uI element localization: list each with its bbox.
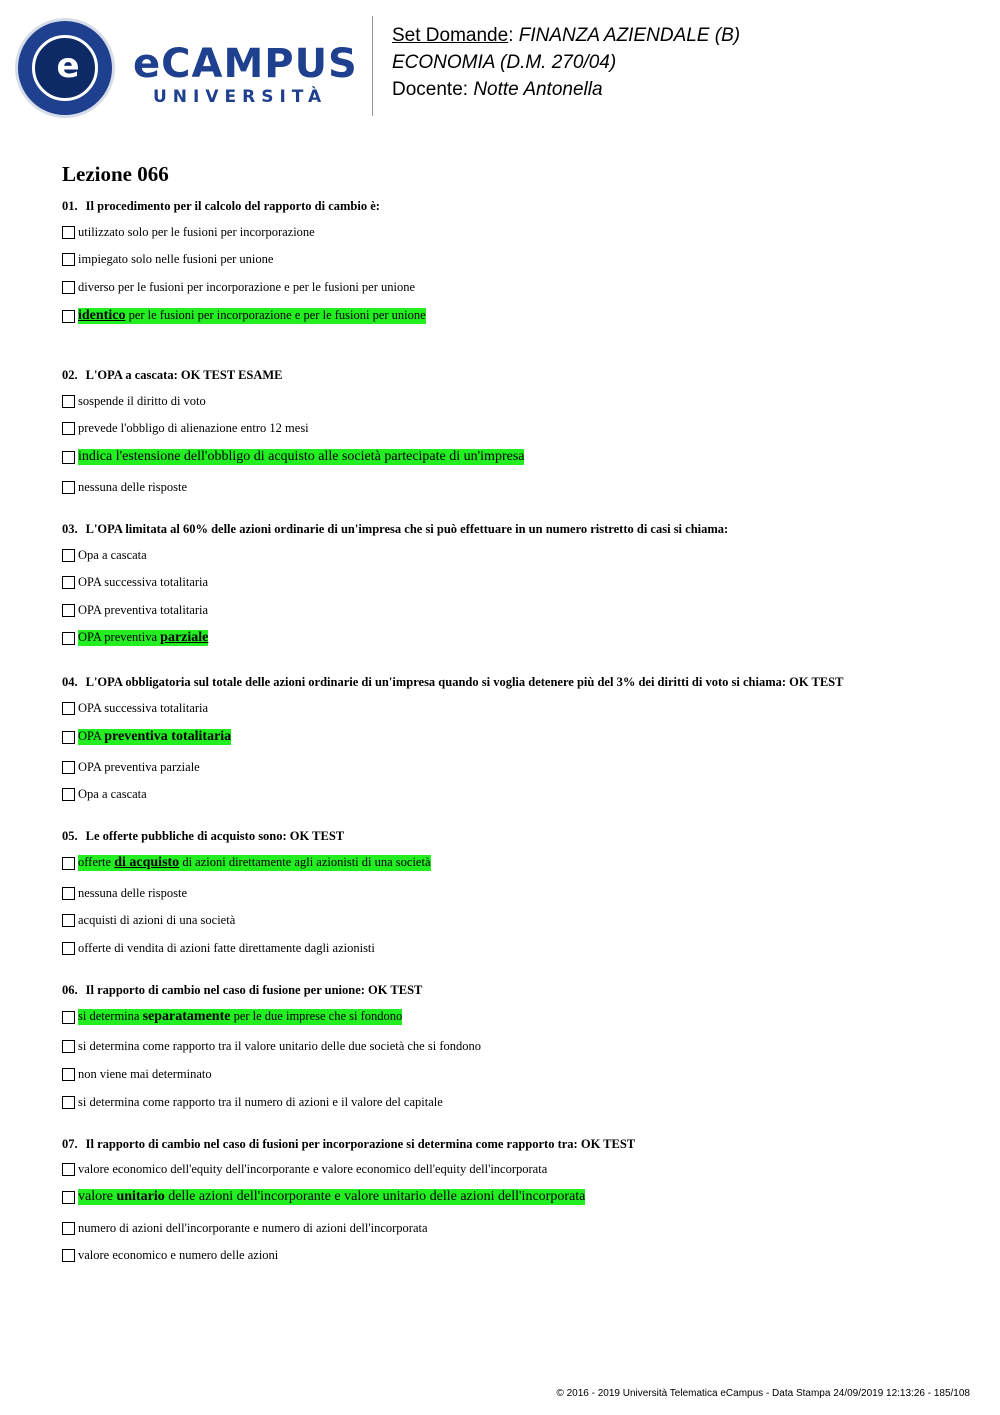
q4-option-4[interactable]: Opa a cascata: [62, 787, 147, 802]
document-header: [0, 0, 1000, 130]
q7-option-1[interactable]: valore economico dell'equity dell'incorporante e valore economico dell'equity dell'incorporata: [62, 1162, 547, 1177]
q6-option-3[interactable]: non viene mai determinato: [62, 1067, 212, 1082]
question-6: 06. Il rapporto di cambio nel caso di fusione per unione: OK TEST: [62, 983, 423, 997]
checkbox[interactable]: [62, 481, 75, 494]
q5-option-4[interactable]: offerte di vendita di azioni fatte direttamente dagli azionisti: [62, 941, 375, 956]
q2-option-3-correct[interactable]: indica l'estensione dell'obbligo di acquisto alle società partecipate di un'impresa: [62, 449, 524, 465]
checkbox[interactable]: [62, 604, 75, 617]
q6-option-2[interactable]: si determina come rapporto tra il valore unitario delle due società che si fondono: [62, 1039, 481, 1054]
q1-option-4-correct[interactable]: identico per le fusioni per incorporazione e per le fusioni per unione: [62, 308, 426, 324]
checkbox[interactable]: [62, 1068, 75, 1081]
checkbox[interactable]: [62, 576, 75, 589]
teacher-label: Docente:: [392, 79, 469, 100]
checkbox[interactable]: [62, 395, 75, 408]
set-value: FINANZA AZIENDALE (B): [518, 25, 741, 46]
checkbox[interactable]: [62, 310, 75, 323]
ecampus-logo-text: [133, 42, 358, 108]
course: ECONOMIA (D.M. 270/04): [392, 52, 617, 73]
q2-option-1[interactable]: sospende il diritto di voto: [62, 394, 206, 409]
q5-option-2[interactable]: nessuna delle risposte: [62, 886, 187, 901]
checkbox[interactable]: [62, 422, 75, 435]
checkbox[interactable]: [62, 887, 75, 900]
checkbox[interactable]: [62, 226, 75, 239]
checkbox[interactable]: [62, 1040, 75, 1053]
question-7: 07. Il rapporto di cambio nel caso di fusioni per incorporazione si determina come rapporto tra: OK TEST: [62, 1137, 636, 1151]
teacher-name: Notte Antonella: [473, 79, 603, 100]
checkbox[interactable]: [62, 1249, 75, 1262]
question-3: 03. L'OPA limitata al 60% delle azioni ordinarie di un'impresa che si può effettuare in un numero ristretto di casi si chiama:: [62, 522, 729, 536]
checkbox[interactable]: [62, 632, 75, 645]
q2-option-2[interactable]: prevede l'obbligo di alienazione entro 12 mesi: [62, 421, 309, 436]
checkbox[interactable]: [62, 731, 75, 744]
checkbox[interactable]: [62, 1222, 75, 1235]
q1-option-2[interactable]: impiegato solo nelle fusioni per unione: [62, 252, 273, 267]
logo-brand: eCAMPUS: [133, 41, 358, 87]
header-info: Set Domande: FINANZA AZIENDALE (B) ECONOMIA (D.M. 270/04) Docente: Notte Antonella: [392, 25, 741, 100]
q3-option-4-correct[interactable]: OPA preventiva parziale: [62, 630, 208, 646]
checkbox[interactable]: [62, 942, 75, 955]
question-2: 02. L'OPA a cascata: OK TEST ESAME: [62, 368, 283, 382]
checkbox[interactable]: [62, 914, 75, 927]
lesson-title: Lezione 066: [62, 162, 169, 186]
header-divider: [372, 16, 373, 116]
q5-option-3[interactable]: acquisti di azioni di una società: [62, 913, 235, 928]
page-footer: © 2016 - 2019 Università Telematica eCampus - Data Stampa 24/09/2019 12:13:26 - 185/108: [556, 1388, 970, 1399]
checkbox[interactable]: [62, 253, 75, 266]
q3-option-2[interactable]: OPA successiva totalitaria: [62, 575, 208, 590]
q7-option-2-correct[interactable]: valore unitario delle azioni dell'incorporante e valore unitario delle azioni dell'incorporata: [62, 1189, 585, 1205]
checkbox[interactable]: [62, 1163, 75, 1176]
checkbox[interactable]: [62, 451, 75, 464]
q6-option-4[interactable]: si determina come rapporto tra il numero di azioni e il valore del capitale: [62, 1095, 443, 1110]
logo-sub: UNIVERSITÀ: [153, 87, 328, 107]
q3-option-1[interactable]: Opa a cascata: [62, 548, 147, 563]
q1-option-3[interactable]: diverso per le fusioni per incorporazione e per le fusioni per unione: [62, 280, 415, 295]
question-1: 01. Il procedimento per il calcolo del rapporto di cambio è:: [62, 199, 380, 213]
q2-option-4[interactable]: nessuna delle risposte: [62, 480, 187, 495]
checkbox[interactable]: [62, 1096, 75, 1109]
checkbox[interactable]: [62, 1191, 75, 1204]
q4-option-3[interactable]: OPA preventiva parziale: [62, 760, 200, 775]
question-5: 05. Le offerte pubbliche di acquisto sono: OK TEST: [62, 829, 345, 843]
checkbox[interactable]: [62, 761, 75, 774]
ecampus-seal-logo: e: [15, 18, 115, 118]
checkbox[interactable]: [62, 549, 75, 562]
q7-option-4[interactable]: valore economico e numero delle azioni: [62, 1248, 278, 1263]
checkbox[interactable]: [62, 281, 75, 294]
q6-option-1-correct[interactable]: si determina separatamente per le due imprese che si fondono: [62, 1009, 402, 1025]
checkbox[interactable]: [62, 702, 75, 715]
q4-option-2-correct[interactable]: OPA preventiva totalitaria: [62, 729, 231, 745]
set-label: Set Domande: [392, 25, 509, 46]
q5-option-1-correct[interactable]: offerte di acquisto di azioni direttamente agli azionisti di una società: [62, 855, 431, 871]
q4-option-1[interactable]: OPA successiva totalitaria: [62, 701, 208, 716]
question-4: 04. L'OPA obbligatoria sul totale delle azioni ordinarie di un'impresa quando si voglia detenere più del 3% dei diritti di voto si chiama: OK TEST: [62, 675, 844, 689]
q3-option-3[interactable]: OPA preventiva totalitaria: [62, 603, 208, 618]
checkbox[interactable]: [62, 1011, 75, 1024]
q7-option-3[interactable]: numero di azioni dell'incorporante e numero di azioni dell'incorporata: [62, 1221, 428, 1236]
checkbox[interactable]: [62, 788, 75, 801]
q1-option-1[interactable]: utilizzato solo per le fusioni per incorporazione: [62, 225, 315, 240]
checkbox[interactable]: [62, 857, 75, 870]
